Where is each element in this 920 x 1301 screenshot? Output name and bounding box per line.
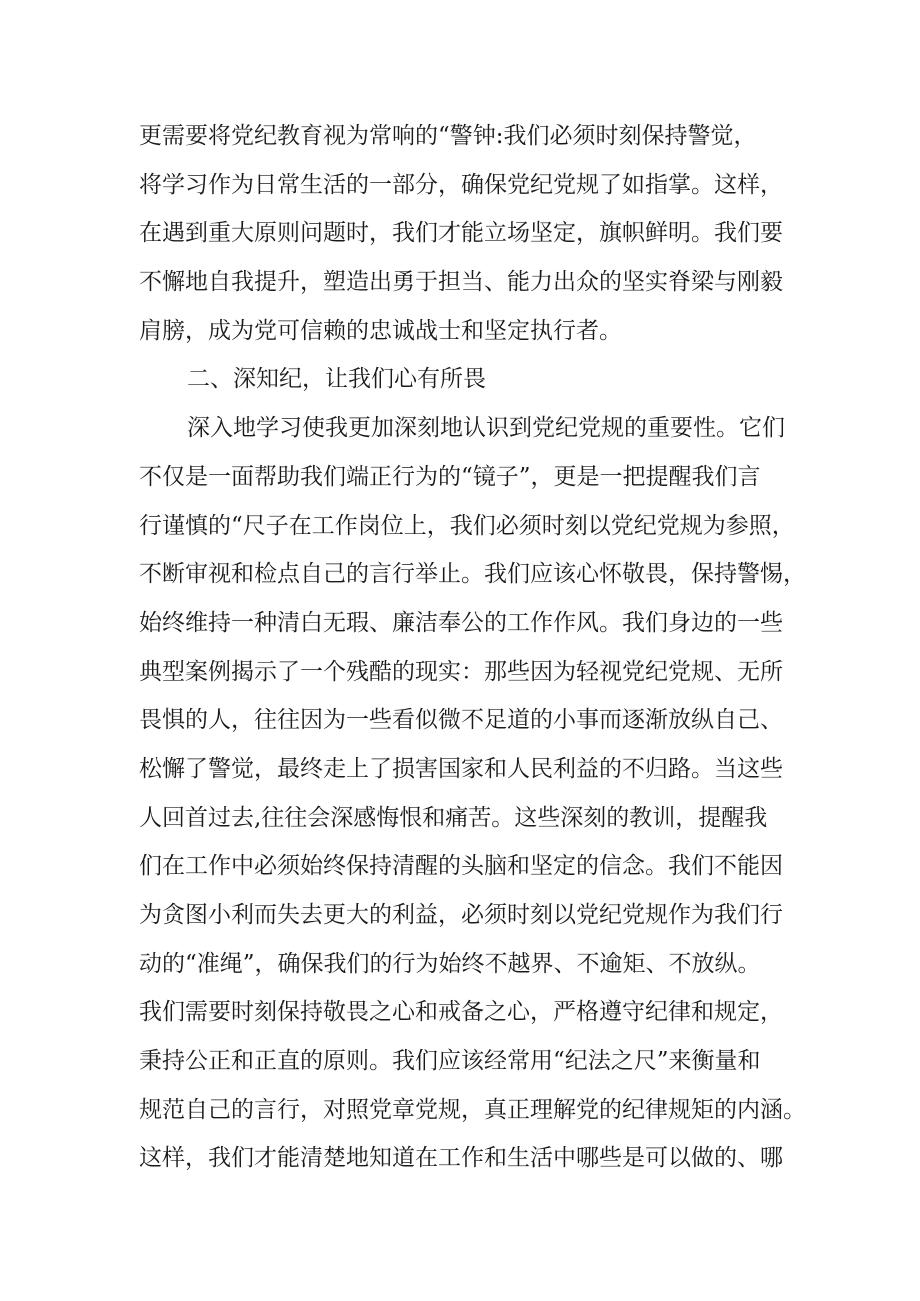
- text-line: 这样，我们才能清楚地知道在工作和生活中哪些是可以做的、哪: [139, 1145, 783, 1172]
- text-line: 松懈了警觉，最终走上了损害国家和人民利益的不归路。当这些: [139, 755, 783, 782]
- text-line: 始终维持一种清白无瑕、廉洁奉公的工作作风。我们身边的一些: [139, 609, 783, 636]
- text-line: 规范自己的言行，对照党章党规，真正理解党的纪律规矩的内涵。: [139, 1096, 806, 1123]
- text-line: 秉持公正和正直的原则。我们应该经常用“纪法之尺”来衡量和: [139, 1048, 761, 1075]
- text-line: 们在工作中必须始终保持清醒的头脑和坚定的信念。我们不能因: [139, 853, 783, 880]
- text-line: 不懈地自我提升，塑造出勇于担当、能力出众的坚实脊梁与刚毅: [139, 269, 783, 296]
- text-line: 我们需要时刻保持敬畏之心和戒备之心，严格遵守纪律和规定，: [139, 999, 783, 1026]
- text-line: 将学习作为日常生活的一部分，确保党纪党规了如指掌。这样，: [139, 171, 783, 198]
- text-line: 不断审视和检点自己的言行举止。我们应该心怀敬畏，保持警惕，: [139, 561, 806, 588]
- text-line: 畏惧的人，往往因为一些看似微不足道的小事而逐渐放纵自己、: [139, 707, 783, 734]
- text-line: 典型案例揭示了一个残酷的现实：那些因为轻视党纪党规、无所: [139, 658, 783, 685]
- text-line: 人回首过去,往往会深感悔恨和痛苦。这些深刻的教训，提醒我: [139, 804, 768, 831]
- text-line: 为贪图小利而失去更大的利益，必须时刻以党纪党规作为我们行: [139, 902, 783, 928]
- text-line: 肩膀，成为党可信赖的忠诚战士和坚定执行者。: [139, 317, 622, 344]
- text-line: 行谨慎的“尺子在工作岗位上，我们必须时刻以党纪党规为参照，: [139, 512, 795, 539]
- section-heading: 二、深知纪，让我们心有所畏: [187, 366, 486, 393]
- text-line: 在遇到重大原则问题时，我们才能立场坚定，旗帜鲜明。我们要: [139, 220, 783, 247]
- text-line: 更需要将党纪教育视为常响的“警钟:我们必须时刻保持警觉，: [139, 123, 757, 149]
- text-line: 动的“准绳”，确保我们的行为始终不越界、不逾矩、不放纵。: [139, 950, 761, 977]
- paragraph-first-line: 深入地学习使我更加深刻地认识到党纪党规的重要性。它们: [187, 415, 785, 442]
- text-line: 不仅是一面帮助我们端正行为的“镜子”，更是一把提醒我们言: [139, 463, 761, 490]
- document-body: [139, 112, 806, 1183]
